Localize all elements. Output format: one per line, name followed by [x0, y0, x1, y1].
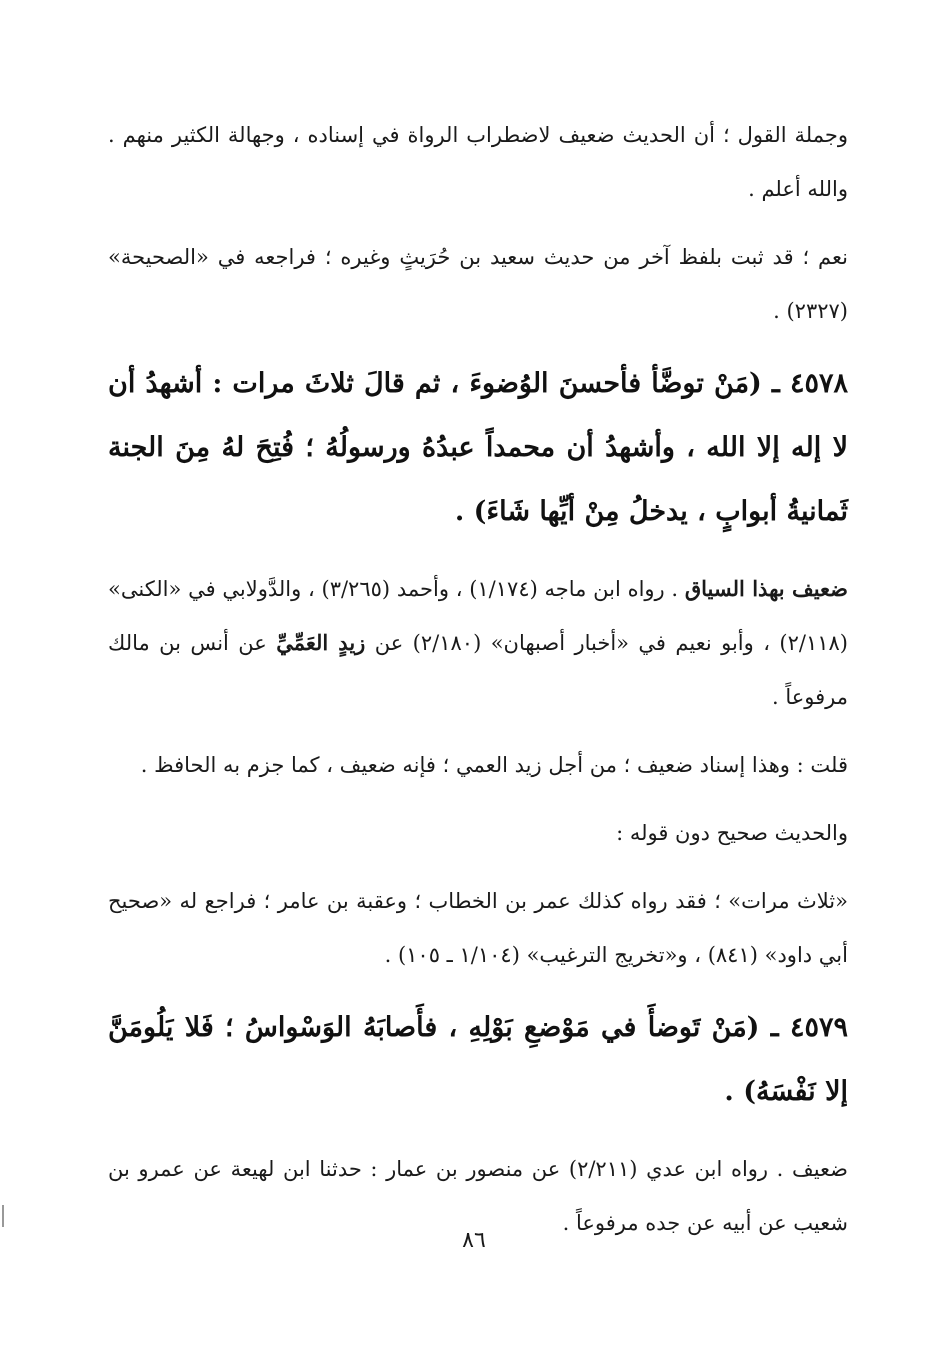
paragraph-text: نعم ؛ قد ثبت بلفظ آخر من حديث سعيد بن حُرَيثٍ وغيره ؛ فراجعه في «الصحيحة» (٢٣٢٧) .	[108, 245, 848, 323]
commentary-paragraph	[108, 738, 848, 792]
paragraph-text: والحديث صحيح دون قوله :	[616, 821, 848, 845]
page-number: ٨٦	[462, 1228, 486, 1253]
emphasized-text: ضعيف بهذا السياق	[684, 576, 849, 601]
page-body	[108, 108, 848, 1264]
emphasized-text: ٤٥٧٨ ـ (مَنْ توضَّأ فأحسنَ الوُضوءَ ، ثم قالَ ثلاثَ مرات : أشهدُ أن لا إله إلا الله ، وأشهدُ أن محمداً عبدُهُ ورسولُهُ ؛ فُتِحَ لهُ مِنَ الجنة ثَمانيةُ أبوابٍ ، يدخلُ مِنْ أيِّها شَاءَ) .	[108, 368, 848, 527]
paragraph-text: «ثلاث مرات» ؛ فقد رواه كذلك عمر بن الخطاب ؛ وعقبة بن عامر ؛ فراجع له «صحيح أبي داود» (٨٤١) ، و«تخريج الترغيب» (١/١٠٤ ـ ١٠٥) .	[108, 889, 848, 967]
paragraph-text: وجملة القول ؛ أن الحديث ضعيف لاضطراب الرواة في إسناده ، وجهالة الكثير منهم . والله أعلم .	[108, 123, 848, 201]
paragraph-text: عن أنس بن مالك مرفوعاً .	[108, 631, 848, 709]
paragraph-text: قلت : وهذا إسناد ضعيف ؛ من أجل زيد العمي ؛ فإنه ضعيف ، كما جزم به الحافظ .	[140, 753, 848, 777]
commentary-paragraph	[108, 874, 848, 982]
commentary-paragraph	[108, 230, 848, 338]
commentary-paragraph	[108, 108, 848, 216]
emphasized-text: زيدٍ العَمِّيِّ	[276, 630, 366, 655]
commentary-paragraph	[108, 806, 848, 860]
commentary-paragraph	[108, 562, 848, 724]
paragraph-text: ضعيف . رواه ابن عدي (٢/٢١١) عن منصور بن عمار : حدثنا ابن لهيعة عن عمرو بن شعيب عن أبيه عن جده مرفوعاً .	[108, 1157, 848, 1235]
hadith-entry	[108, 996, 848, 1124]
emphasized-text: ٤٥٧٩ ـ (مَنْ تَوضأَ في مَوْضعِ بَوْلِهِ ، فأَصابَهُ الوَسْواسُ ؛ فَلا يَلُومَنَّ إلا نَفْسَهُ) .	[108, 1012, 848, 1107]
paragraph-text: . رواه ابن ماجه (١/١٧٤) ، وأحمد (٣/٢٦٥) ، والدَّولابي في «الكنى» (٢/١١٨) ، وأبو نعيم في «أخبار أصبهان» (٢/١٨٠) عن	[108, 577, 848, 655]
hadith-entry	[108, 352, 848, 544]
scan-edge-mark	[2, 1205, 4, 1227]
